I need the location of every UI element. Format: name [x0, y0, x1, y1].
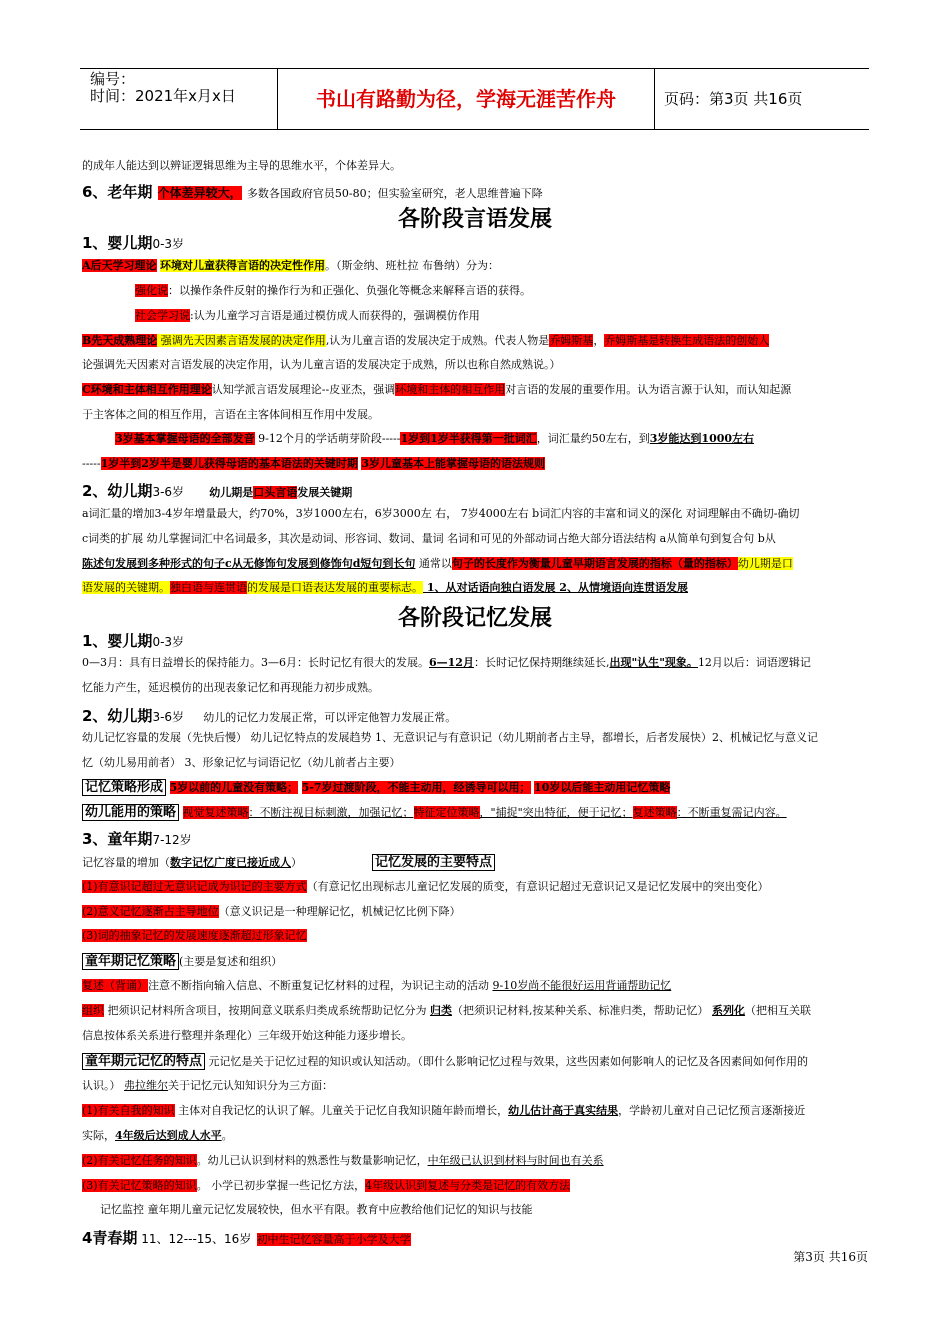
line [82, 978, 870, 994]
line: a词汇量的增加3-4岁年增量最大，约70%，3岁1000左右，6岁3000左 右， 7岁4000左右 b词汇内容的丰富和词义的深化 对词理解由不确切-确切 [82, 507, 800, 520]
hl: 乔姆斯基是转换生成语法的创始人 [604, 334, 770, 347]
hl: 3岁儿童基本上能掌握母语的语法规则 [361, 457, 546, 470]
hl: 组织 [82, 1004, 104, 1017]
hl: (2)意义记忆逐渐占主导地位 [82, 905, 219, 918]
hl: 语发展的关键期。 [82, 581, 170, 594]
line [82, 333, 870, 349]
text: ， [593, 334, 605, 347]
text: ：以操作条件反射的操作行为和正强化、负强化等概念来解释言语的获得。 [168, 284, 531, 297]
text: 认识。） [82, 1079, 124, 1092]
heading-text: 1、婴儿期 [82, 632, 153, 650]
text: 3岁能达到1000左右 [649, 432, 755, 445]
page-header [80, 68, 869, 130]
line [82, 258, 870, 274]
line [82, 804, 870, 822]
line: c词类的扩展 幼儿掌握词汇中名词最多，其次是动词、形容词、数词、量词 名词和可见的外部动词占绝大部分语法结构 a从简单句到复合句 b从 [82, 532, 776, 545]
text: 注意不断指向输入信息、不断重复记忆材料的过程，为识记主动的活动 [148, 979, 493, 992]
boxed-label: 童年期记忆策略 [82, 953, 179, 970]
text: 4年级后达到成人水平 [115, 1129, 222, 1142]
text: 归类 [430, 1004, 452, 1017]
hl: 初中生记忆容量高于小学及大学 [256, 1233, 411, 1246]
text: 通常以 [415, 557, 452, 570]
line [82, 953, 870, 971]
boxed-label: 记忆策略形成 [82, 779, 166, 796]
text: 主体对自我记忆的认识了解。儿童关于记忆自我知识随年龄而增长， [174, 1104, 509, 1117]
old-highlight: 个体差异较大， [157, 186, 242, 200]
hl: 5岁以前的儿童没有策略； [169, 781, 299, 794]
text: ，学龄初儿童对自己记忆预言逐渐接近 [618, 1104, 806, 1117]
text: ----- [82, 457, 101, 470]
old-title: 6、老年期 [82, 183, 153, 201]
text: 元记忆是关于记忆过程的知识或认知活动。（即什么影响记忆过程与效果，这些因素如何影响人的记忆及各因素间如何作用的 [205, 1055, 809, 1068]
heading-text: 2、幼儿期 [82, 707, 153, 725]
lang-kid-heading [82, 480, 352, 501]
line: 忆（幼儿易用前者） 3、形象记忆与词语记忆（幼儿前者占主要） [82, 756, 401, 769]
heading-age: 11、12---15、16岁 [137, 1232, 252, 1246]
text: 12月以后：词语逻辑记 [697, 656, 811, 669]
date-label: 时间：2021年x月x日 [90, 87, 236, 105]
section-old-age [82, 181, 543, 202]
text: (主要是复述和组织） [179, 955, 283, 968]
hl: 3岁基本掌握母语的全部发音 [115, 432, 255, 445]
boxed-label: 幼儿能用的策略 [82, 804, 179, 821]
line [82, 556, 870, 572]
old-text: 多数各国政府官员50-80；但实验室研究，老人思维普遍下降 [246, 187, 543, 200]
hl: 特征定位策略 [413, 806, 480, 819]
hl: 环境和主体的相互作用 [395, 383, 506, 396]
hl: 独白语与连贯语 [170, 581, 247, 594]
mem-child-heading [82, 828, 192, 849]
mem-title: 各阶段记忆发展 [397, 606, 552, 631]
hl: (3)有关记忆策略的知识 [82, 1179, 197, 1192]
line [82, 1003, 870, 1019]
hl: 1岁半到2岁半是婴儿获得母语的基本语法的关键时期 [100, 457, 358, 470]
hl: 5-7岁过渡阶段，不能主动用，经诱导可以用； [301, 781, 531, 794]
hl: A后天学习理论 [82, 259, 157, 272]
text: 9-10岁尚不能很好运用背诵帮助记忆 [492, 979, 672, 992]
hl: (1)有意识记超过无意识记成为识记的主要方式 [82, 880, 307, 893]
heading-text: 1、婴儿期 [82, 234, 153, 252]
hl: 口头言语 [253, 486, 298, 499]
text: 1、从对话语向独白语发展 2、从情境语向连贯语发展 [423, 581, 688, 594]
hl: 的发展是口语表达发展的重要标志。 [247, 581, 423, 594]
hl: B先天成熟理论 [82, 334, 158, 347]
hl: 4年级认识到复述与分类是记忆的有效方法 [365, 1179, 571, 1192]
header-meta [80, 69, 278, 129]
text: 记忆容量的增加（ [82, 856, 170, 869]
line [115, 431, 903, 447]
header-page: 页码：第3页 共16页 [664, 90, 803, 108]
text: 系列化 [712, 1004, 745, 1017]
text: ：不断重复需记内容。 [676, 806, 787, 819]
line [82, 580, 870, 596]
line [82, 1178, 870, 1194]
text: ：长时记忆保持期继续延长, [473, 656, 610, 669]
text: 幼儿期是 [209, 486, 254, 499]
text: ，"捕捉"突出特征，便于记忆； [479, 806, 633, 819]
lang-title: 各阶段言语发展 [397, 207, 552, 232]
boxed-label: 童年期元记忆的特点 [82, 1053, 205, 1070]
hl: 社会学习说 [135, 309, 190, 322]
line [135, 308, 923, 324]
heading-age: 0-3岁 [152, 635, 185, 649]
line [82, 655, 870, 671]
hl: 句子的长度作为衡量儿童早期语言发展的指标（量的指标） [451, 557, 738, 570]
paragraph: 的成年人能达到以辨证逻辑思维为主导的思维水平，个体差异大。 [82, 159, 401, 172]
line [82, 779, 870, 797]
page-footer: 第3页 共16页 [793, 1250, 868, 1264]
hl: 强调先天因素言语发展的决定作用 [157, 334, 326, 347]
line [82, 1153, 870, 1169]
text: 关于记忆元认知知识分为三方面： [168, 1079, 333, 1092]
line [82, 456, 870, 472]
line: 幼儿记忆容量的发展（先快后慢） 幼儿记忆特点的发展趋势 1、无意识记与有意识记（幼儿期前者占主导，都增长，后者发展快）2、机械记忆与意义记 [82, 731, 818, 744]
text: 0—3月：具有日益增长的保持能力。3—6月：长时记忆有很大的发展。 [82, 656, 429, 669]
text: 。 小学已初步掌握一些记忆方法， [196, 1179, 366, 1192]
text: 。 [221, 1129, 233, 1142]
mem-infant-heading [82, 630, 184, 651]
heading-age: 3-6岁 [152, 485, 185, 499]
line: 忆能力产生，延迟模仿的出现表象记忆和再现能力初步成熟。 [82, 681, 379, 694]
line: 记忆监控 童年期儿童元记忆发展较快，但水平有限。教育中应教给他们记忆的知识与技能 [100, 1203, 533, 1216]
text: ，词汇量约50左右，到 [536, 432, 650, 445]
text: 中年级已认识到材料与时间也有关系 [427, 1154, 604, 1167]
hl: 强化说 [135, 284, 168, 297]
line: 论强调先天因素对言语发展的决定作用，认为儿童言语的发展决定于成熟，所以也称自然成熟说。） [82, 358, 561, 371]
line [82, 1078, 870, 1094]
text: :认为儿童学习言语是通过模仿成人而获得的，强调模仿作用 [190, 309, 480, 322]
heading-age: 0-3岁 [152, 237, 185, 251]
heading-age: 7-12岁 [152, 833, 192, 847]
text: 幼儿的记忆力发展正常，可以评定他智力发展正常。 [203, 711, 457, 724]
text: 把须识记材料所含项目，按期间意义联系归类成系统帮助记忆分为 [104, 1004, 430, 1017]
line [82, 879, 870, 895]
text: 出现"认生"现象。 [609, 656, 698, 669]
text: （有意记忆出现标志儿童记忆发展的质变，有意识记超过无意识记又是记忆发展中的突出变化） [306, 880, 769, 893]
text: 陈述句发展到多种形式的句子c从无修饰句发展到修饰句d短句到长句 [82, 557, 416, 570]
text: 数字记忆广度已接近成人 [170, 856, 291, 869]
line [135, 283, 923, 299]
line [82, 904, 870, 920]
text: 9-12个月的学话萌芽阶段----- [254, 432, 401, 445]
text: 对言语的发展的重要作用。认为语言源于认知，而认知起源 [505, 383, 792, 396]
heading-text: 3、童年期 [82, 830, 153, 848]
line [82, 1128, 870, 1144]
text: 。幼儿已认识到材料的熟悉性与数量影响记忆， [196, 1154, 428, 1167]
mem-kid-heading [82, 705, 456, 726]
boxed-label: 记忆发展的主要特点 [372, 854, 495, 871]
line [82, 854, 870, 872]
hl: 视觉复述策略 [182, 806, 249, 819]
text: （把相互关联 [745, 1004, 811, 1017]
hl: 1岁到1岁半获得第一批词汇 [400, 432, 537, 445]
line [82, 1053, 870, 1071]
hl: 复述（背诵） [82, 979, 148, 992]
text: 实际， [82, 1129, 115, 1142]
heading-text: 4青春期 [82, 1229, 138, 1247]
text: 弗拉维尔 [124, 1079, 168, 1092]
header-motto: 书山有路勤为径，学海无涯苦作舟 [278, 69, 655, 129]
text: 认知学派言语发展理论--皮亚杰，强调 [211, 383, 396, 396]
text: ） [291, 856, 302, 869]
heading-text: 2、幼儿期 [82, 482, 153, 500]
hl: 幼儿期是口 [737, 557, 793, 570]
text: （把须识记材料,按某种关系、标准归类，帮助记忆） [452, 1004, 712, 1017]
hl: (1)有关自我的知识 [82, 1104, 175, 1117]
hl: 乔姆斯基 [549, 334, 594, 347]
hl: 10岁以后能主动用记忆策略 [534, 781, 671, 794]
text: 6—12月 [429, 656, 474, 669]
lang-infant-heading [82, 232, 184, 253]
hl: (3)词的抽象记忆的发展速度逐渐超过形象记忆 [82, 929, 307, 942]
line [82, 382, 870, 398]
heading-age: 3-6岁 [152, 710, 185, 724]
text: （意义识记是一种理解记忆，机械记忆比例下降） [218, 905, 461, 918]
line: 信息按体系关系进行整理并条理化）三年级开始这种能力逐步增长。 [82, 1029, 412, 1042]
text: 。（斯金纳、班杜拉 布鲁纳）分为： [325, 259, 500, 272]
text: 幼儿估计高于真实结果 [508, 1104, 619, 1117]
text: 发展关键期 [297, 486, 353, 499]
hl: 复述策略 [632, 806, 677, 819]
text: ：不断注视目标刺激，加强记忆； [248, 806, 414, 819]
number-label: 编号： [90, 70, 136, 88]
mem-teen-heading [82, 1227, 411, 1248]
hl: C环境和主体相互作用理论 [82, 383, 212, 396]
hl: (2)有关记忆任务的知识 [82, 1154, 197, 1167]
hl: 环境对儿童获得言语的决定性作用 [160, 259, 326, 272]
line [82, 928, 870, 944]
line: 于主客体之间的相互作用，言语在主客体间相互作用中发展。 [82, 408, 379, 421]
text: ,认为儿童言语的发展决定于成熟。代表人物是 [325, 334, 550, 347]
line [82, 1103, 870, 1119]
